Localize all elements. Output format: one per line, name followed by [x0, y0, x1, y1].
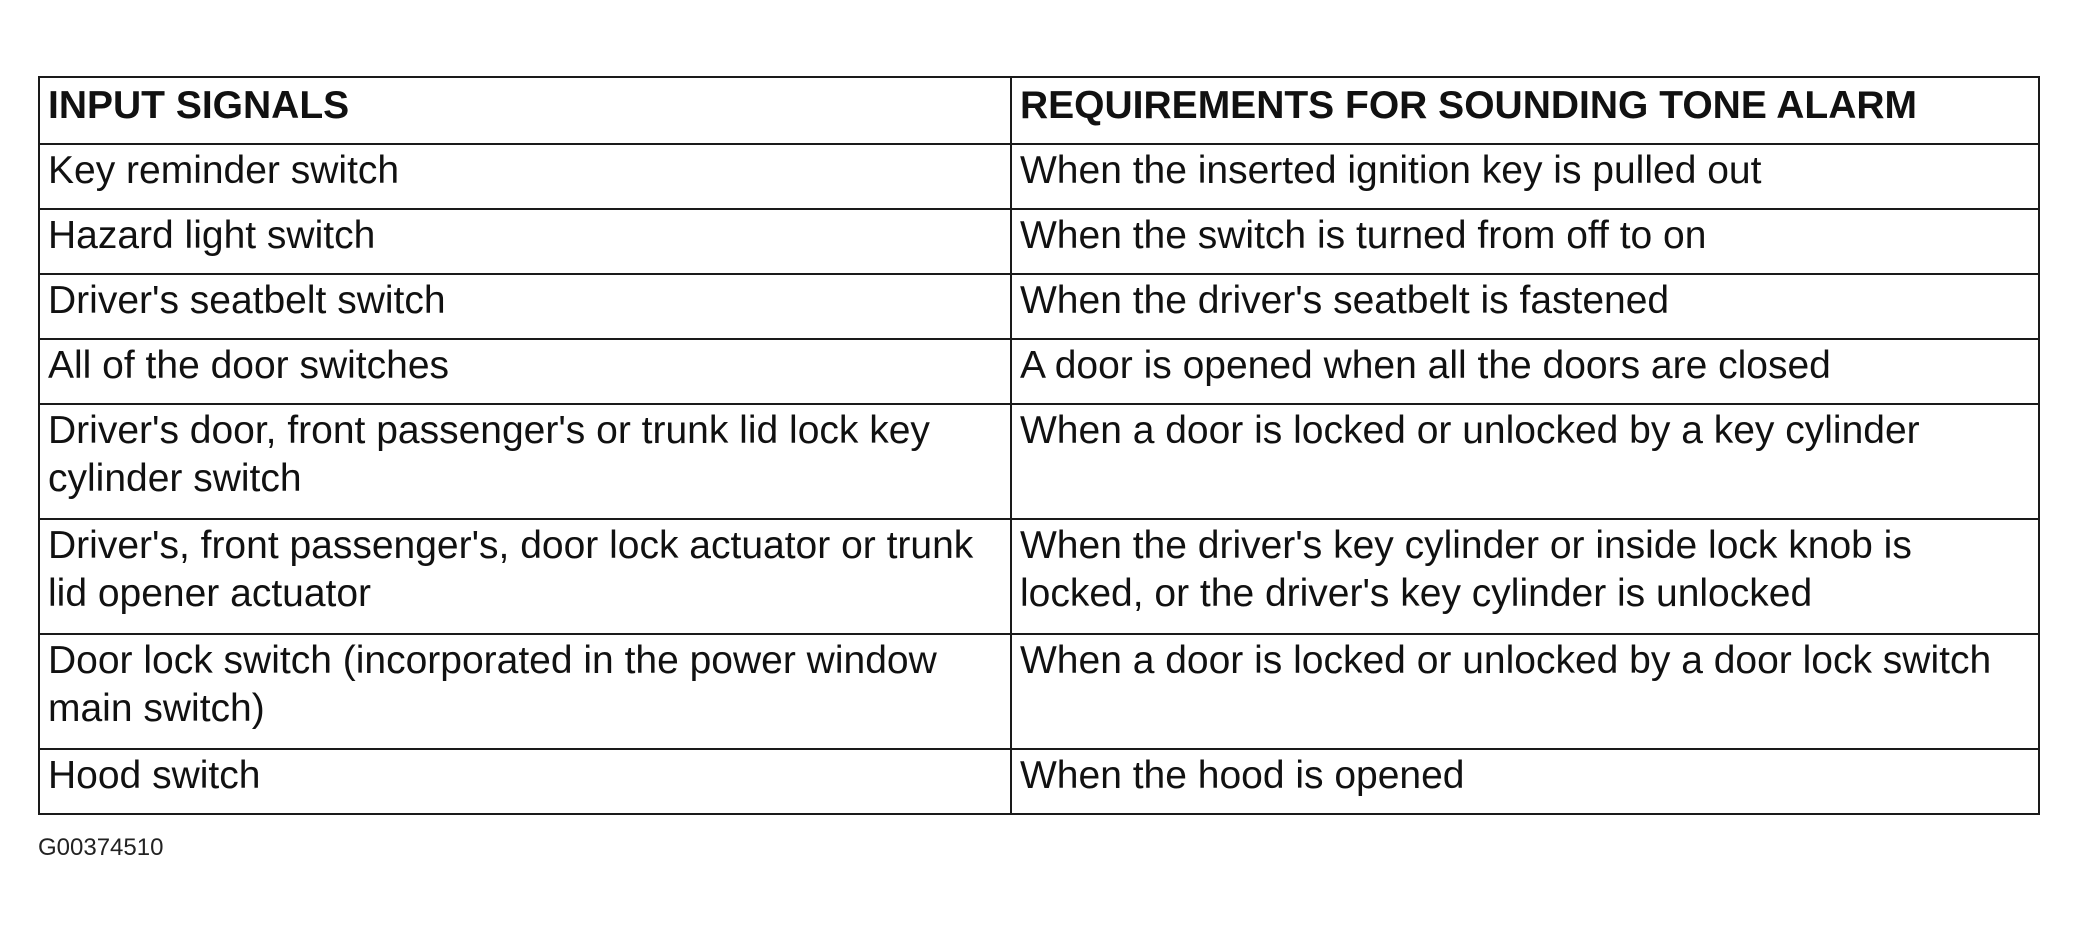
- input-signal-cell: Driver's, front passenger's, door lock actuator or trunk lid opener actuator: [39, 519, 1011, 634]
- requirement-cell: When a door is locked or unlocked by a door lock switch: [1011, 634, 2039, 749]
- requirement-cell: When a door is locked or unlocked by a key cylinder: [1011, 404, 2039, 519]
- table-row: [39, 339, 2039, 404]
- table-row: [39, 749, 2039, 814]
- requirement-cell: When the hood is opened: [1011, 749, 2039, 814]
- figure-id: G00374510: [38, 834, 164, 861]
- requirement-cell: When the switch is turned from off to on: [1011, 209, 2039, 274]
- table-row: [39, 404, 2039, 519]
- table-row: [39, 209, 2039, 274]
- table-row: [39, 274, 2039, 339]
- header-input-signals: INPUT SIGNALS: [39, 77, 1011, 144]
- header-requirements: REQUIREMENTS FOR SOUNDING TONE ALARM: [1011, 77, 2039, 144]
- input-signal-cell: Hazard light switch: [39, 209, 1011, 274]
- input-signals-table: [38, 76, 2040, 815]
- requirement-cell: A door is opened when all the doors are closed: [1011, 339, 2039, 404]
- input-signal-cell: Driver's seatbelt switch: [39, 274, 1011, 339]
- input-signal-cell: Hood switch: [39, 749, 1011, 814]
- table-header-row: [39, 77, 2039, 144]
- input-signal-cell: All of the door switches: [39, 339, 1011, 404]
- table-row: [39, 634, 2039, 749]
- table-row: [39, 144, 2039, 209]
- requirement-cell: When the driver's seatbelt is fastened: [1011, 274, 2039, 339]
- input-signal-cell: Driver's door, front passenger's or trunk lid lock key cylinder switch: [39, 404, 1011, 519]
- table-row: [39, 519, 2039, 634]
- input-signal-cell: Door lock switch (incorporated in the power window main switch): [39, 634, 1011, 749]
- requirement-cell: When the inserted ignition key is pulled out: [1011, 144, 2039, 209]
- input-signal-cell: Key reminder switch: [39, 144, 1011, 209]
- requirement-cell: When the driver's key cylinder or inside lock knob is locked, or the driver's key cylinder is unlocked: [1011, 519, 2039, 634]
